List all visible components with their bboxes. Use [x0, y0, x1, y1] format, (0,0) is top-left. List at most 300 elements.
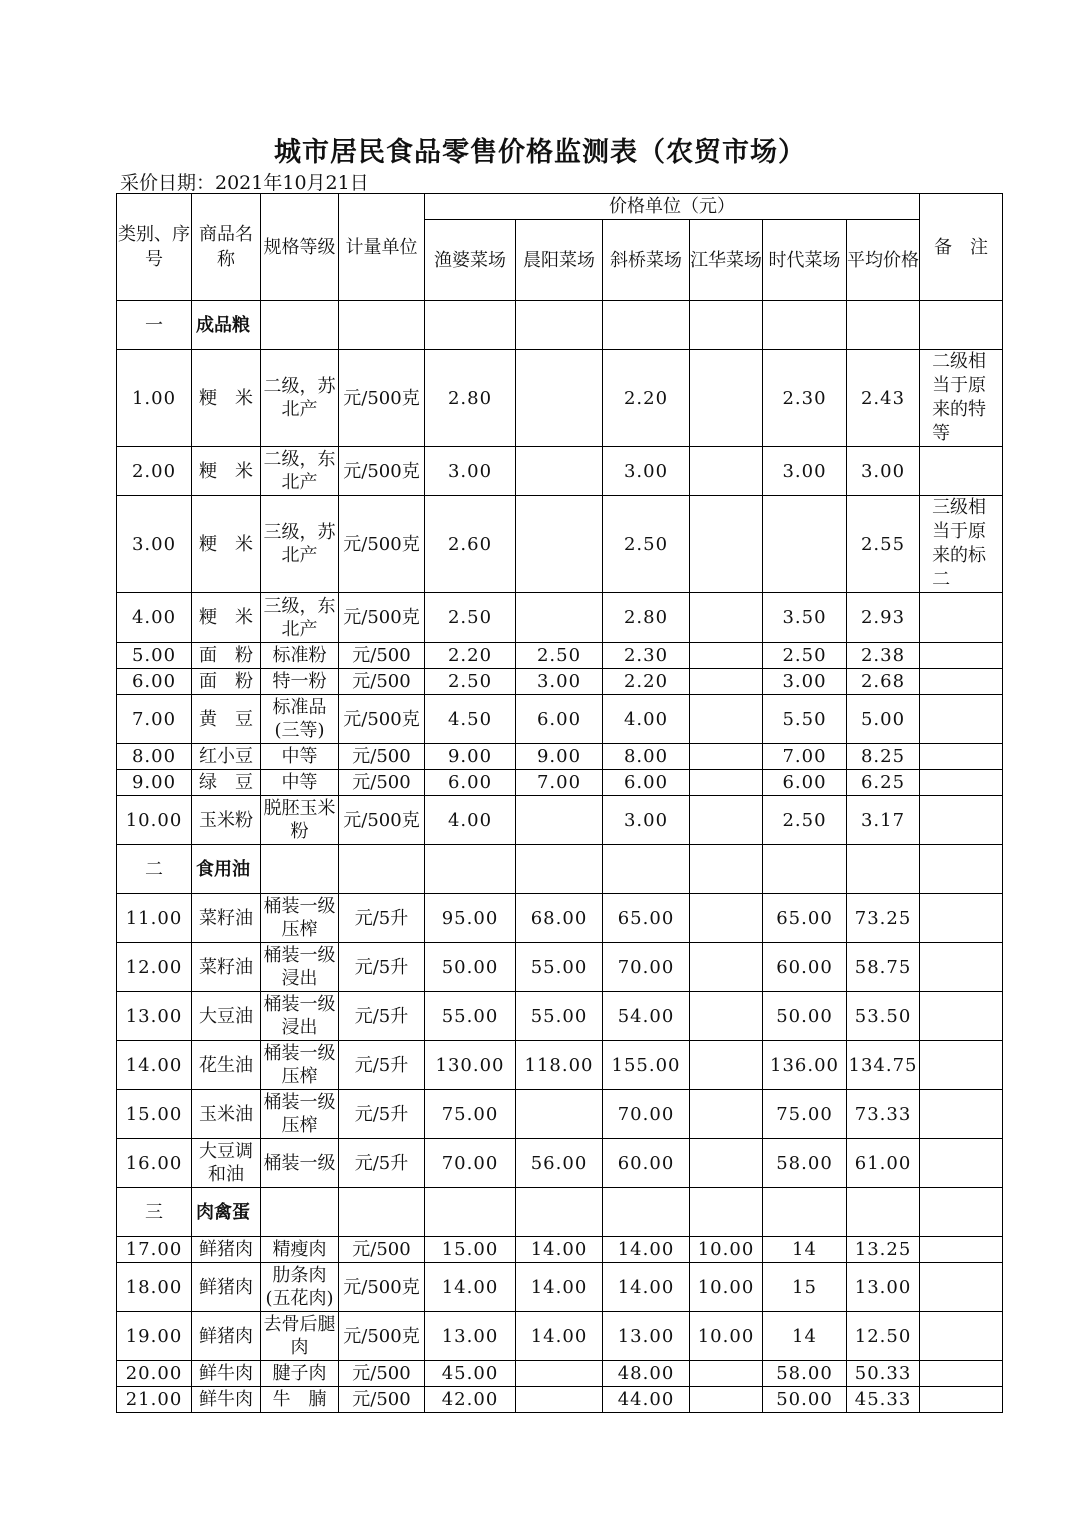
section-number: 三 — [117, 1188, 192, 1237]
average-price: 61.00 — [847, 1139, 920, 1188]
market-price: 14.00 — [425, 1263, 516, 1312]
header-market-yupo: 渔婆菜场 — [425, 220, 516, 301]
item-unit: 元/5升 — [339, 1090, 425, 1139]
remark-cell — [920, 1387, 1003, 1413]
row-number: 21.00 — [117, 1387, 192, 1413]
average-price: 5.00 — [847, 695, 920, 744]
average-price: 2.38 — [847, 643, 920, 669]
market-price: 75.00 — [763, 1090, 847, 1139]
item-unit: 元/500克 — [339, 695, 425, 744]
market-price — [690, 695, 763, 744]
item-name: 绿 豆 — [192, 770, 261, 796]
market-price — [690, 744, 763, 770]
market-price: 14.00 — [603, 1263, 690, 1312]
item-unit: 元/500 — [339, 669, 425, 695]
item-unit: 元/500克 — [339, 447, 425, 496]
table-row — [117, 350, 1003, 447]
market-price — [690, 796, 763, 845]
remark-cell — [920, 1139, 1003, 1188]
section-row — [117, 845, 1003, 894]
market-price — [690, 943, 763, 992]
average-price: 134.75 — [847, 1041, 920, 1090]
empty-cell — [339, 1188, 425, 1237]
market-price: 45.00 — [425, 1361, 516, 1387]
row-number: 7.00 — [117, 695, 192, 744]
market-price: 3.00 — [763, 447, 847, 496]
table-row — [117, 1041, 1003, 1090]
market-price — [690, 1090, 763, 1139]
market-price: 2.50 — [763, 796, 847, 845]
market-price: 7.00 — [516, 770, 603, 796]
row-number: 5.00 — [117, 643, 192, 669]
item-grade: 桶装一级 — [261, 1139, 339, 1188]
market-price: 48.00 — [603, 1361, 690, 1387]
item-grade: 二级，苏北产 — [261, 350, 339, 447]
item-grade: 精瘦肉 — [261, 1237, 339, 1263]
row-number: 17.00 — [117, 1237, 192, 1263]
page-title: 城市居民食品零售价格监测表（农贸市场） — [274, 137, 806, 168]
row-number: 14.00 — [117, 1041, 192, 1090]
market-price — [690, 894, 763, 943]
market-price: 14.00 — [516, 1312, 603, 1361]
item-grade: 牛 腩 — [261, 1387, 339, 1413]
market-price: 3.00 — [603, 796, 690, 845]
item-name: 粳 米 — [192, 496, 261, 593]
market-price — [690, 643, 763, 669]
market-price: 118.00 — [516, 1041, 603, 1090]
section-label: 成品粮 — [192, 301, 261, 350]
market-price: 2.50 — [425, 593, 516, 643]
market-price: 65.00 — [603, 894, 690, 943]
market-price: 54.00 — [603, 992, 690, 1041]
market-price — [690, 1139, 763, 1188]
row-number: 15.00 — [117, 1090, 192, 1139]
average-price: 3.17 — [847, 796, 920, 845]
market-price — [516, 447, 603, 496]
item-name: 玉米油 — [192, 1090, 261, 1139]
market-price: 14 — [763, 1312, 847, 1361]
market-price: 2.50 — [763, 643, 847, 669]
market-price: 14.00 — [516, 1237, 603, 1263]
table-row — [117, 593, 1003, 643]
header-remark: 备 注 — [920, 194, 1003, 301]
item-grade: 三级，东北产 — [261, 593, 339, 643]
empty-cell — [920, 845, 1003, 894]
average-price: 50.33 — [847, 1361, 920, 1387]
section-number: 一 — [117, 301, 192, 350]
item-unit: 元/500克 — [339, 1312, 425, 1361]
remark-cell — [920, 796, 1003, 845]
remark-cell — [920, 669, 1003, 695]
table-row — [117, 1361, 1003, 1387]
item-unit: 元/500克 — [339, 593, 425, 643]
header-market-xieqiao: 斜桥菜场 — [603, 220, 690, 301]
market-price: 42.00 — [425, 1387, 516, 1413]
item-name: 鲜猪肉 — [192, 1237, 261, 1263]
item-unit: 元/500 — [339, 1361, 425, 1387]
market-price: 14 — [763, 1237, 847, 1263]
row-number: 13.00 — [117, 992, 192, 1041]
market-price: 55.00 — [516, 992, 603, 1041]
market-price — [763, 496, 847, 593]
item-name: 粳 米 — [192, 350, 261, 447]
remark-cell — [920, 894, 1003, 943]
item-unit: 元/500 — [339, 1237, 425, 1263]
remark-cell — [920, 770, 1003, 796]
header-average: 平均价格 — [847, 220, 920, 301]
average-price: 12.50 — [847, 1312, 920, 1361]
market-price — [690, 447, 763, 496]
market-price: 65.00 — [763, 894, 847, 943]
header-unit: 计量单位 — [339, 194, 425, 301]
remark-cell — [920, 496, 1003, 593]
market-price: 58.00 — [763, 1139, 847, 1188]
average-price: 13.25 — [847, 1237, 920, 1263]
market-price: 3.00 — [603, 447, 690, 496]
table-row — [117, 992, 1003, 1041]
market-price: 6.00 — [425, 770, 516, 796]
table-row — [117, 770, 1003, 796]
empty-cell — [847, 845, 920, 894]
empty-cell — [339, 845, 425, 894]
item-name: 粳 米 — [192, 447, 261, 496]
empty-cell — [763, 301, 847, 350]
market-price: 95.00 — [425, 894, 516, 943]
item-unit: 元/500克 — [339, 350, 425, 447]
market-price — [516, 1090, 603, 1139]
empty-cell — [847, 1188, 920, 1237]
table-row — [117, 943, 1003, 992]
table-row — [117, 894, 1003, 943]
remark-cell — [920, 1361, 1003, 1387]
remark-text: 二级相当于原来的特等 — [932, 351, 987, 444]
section-row — [117, 1188, 1003, 1237]
average-price: 73.25 — [847, 894, 920, 943]
item-grade: 标准粉 — [261, 643, 339, 669]
average-price: 58.75 — [847, 943, 920, 992]
table-row — [117, 796, 1003, 845]
empty-cell — [261, 845, 339, 894]
item-grade: 去骨后腿肉 — [261, 1312, 339, 1361]
market-price: 50.00 — [425, 943, 516, 992]
market-price: 2.80 — [603, 593, 690, 643]
item-unit: 元/500克 — [339, 496, 425, 593]
item-grade: 二级，东北产 — [261, 447, 339, 496]
row-number: 19.00 — [117, 1312, 192, 1361]
market-price — [516, 1387, 603, 1413]
item-grade: 中等 — [261, 744, 339, 770]
empty-cell — [425, 1188, 516, 1237]
table-row — [117, 1387, 1003, 1413]
header-market-jianghua: 江华菜场 — [690, 220, 763, 301]
empty-cell — [690, 845, 763, 894]
item-name: 黄 豆 — [192, 695, 261, 744]
average-price: 2.55 — [847, 496, 920, 593]
item-unit: 元/5升 — [339, 1139, 425, 1188]
table-row — [117, 1139, 1003, 1188]
header-grade: 规格等级 — [261, 194, 339, 301]
item-grade: 桶装一级浸出 — [261, 943, 339, 992]
market-price — [516, 593, 603, 643]
market-price: 15 — [763, 1263, 847, 1312]
section-row — [117, 301, 1003, 350]
price-table — [116, 193, 1003, 1413]
item-name: 菜籽油 — [192, 894, 261, 943]
market-price: 3.00 — [425, 447, 516, 496]
market-price: 13.00 — [603, 1312, 690, 1361]
item-name: 大豆油 — [192, 992, 261, 1041]
table-body — [117, 194, 1003, 1413]
market-price: 7.00 — [763, 744, 847, 770]
remark-cell — [920, 350, 1003, 447]
market-price: 14.00 — [516, 1263, 603, 1312]
market-price: 50.00 — [763, 1387, 847, 1413]
table-row — [117, 1312, 1003, 1361]
item-name: 鲜猪肉 — [192, 1263, 261, 1312]
market-price: 10.00 — [690, 1263, 763, 1312]
item-name: 花生油 — [192, 1041, 261, 1090]
item-grade: 特一粉 — [261, 669, 339, 695]
table-row — [117, 447, 1003, 496]
market-price: 9.00 — [516, 744, 603, 770]
market-price: 68.00 — [516, 894, 603, 943]
row-number: 18.00 — [117, 1263, 192, 1312]
market-price: 2.50 — [516, 643, 603, 669]
table-row — [117, 669, 1003, 695]
table-row — [117, 1237, 1003, 1263]
row-number: 1.00 — [117, 350, 192, 447]
market-price: 70.00 — [603, 1090, 690, 1139]
empty-cell — [603, 845, 690, 894]
market-price: 44.00 — [603, 1387, 690, 1413]
table-row — [117, 695, 1003, 744]
row-number: 3.00 — [117, 496, 192, 593]
average-price: 53.50 — [847, 992, 920, 1041]
row-number: 9.00 — [117, 770, 192, 796]
empty-cell — [516, 1188, 603, 1237]
empty-cell — [425, 845, 516, 894]
empty-cell — [603, 1188, 690, 1237]
remark-text: 三级相当于原来的标二 — [932, 497, 987, 590]
market-price: 2.30 — [763, 350, 847, 447]
market-price: 5.50 — [763, 695, 847, 744]
header-market-shidai: 时代菜场 — [763, 220, 847, 301]
market-price: 6.00 — [516, 695, 603, 744]
item-unit: 元/500克 — [339, 796, 425, 845]
empty-cell — [339, 301, 425, 350]
market-price: 56.00 — [516, 1139, 603, 1188]
item-name: 菜籽油 — [192, 943, 261, 992]
market-price: 70.00 — [425, 1139, 516, 1188]
item-grade: 脱胚玉米粉 — [261, 796, 339, 845]
market-price: 15.00 — [425, 1237, 516, 1263]
item-name: 玉米粉 — [192, 796, 261, 845]
table-row — [117, 643, 1003, 669]
empty-cell — [261, 301, 339, 350]
market-price — [690, 496, 763, 593]
market-price: 10.00 — [690, 1237, 763, 1263]
market-price — [690, 669, 763, 695]
section-label: 肉禽蛋 — [192, 1188, 261, 1237]
remark-cell — [920, 1237, 1003, 1263]
market-price: 2.50 — [603, 496, 690, 593]
empty-cell — [763, 1188, 847, 1237]
empty-cell — [425, 301, 516, 350]
market-price: 4.00 — [603, 695, 690, 744]
market-price: 10.00 — [690, 1312, 763, 1361]
market-price: 75.00 — [425, 1090, 516, 1139]
item-unit: 元/500 — [339, 643, 425, 669]
row-number: 11.00 — [117, 894, 192, 943]
market-price: 155.00 — [603, 1041, 690, 1090]
item-unit: 元/5升 — [339, 1041, 425, 1090]
market-price: 4.50 — [425, 695, 516, 744]
market-price: 3.00 — [763, 669, 847, 695]
market-price: 50.00 — [763, 992, 847, 1041]
remark-cell — [920, 1090, 1003, 1139]
item-grade: 腱子肉 — [261, 1361, 339, 1387]
market-price — [690, 770, 763, 796]
average-price: 45.33 — [847, 1387, 920, 1413]
market-price — [516, 796, 603, 845]
empty-cell — [516, 301, 603, 350]
market-price: 2.50 — [425, 669, 516, 695]
section-number: 二 — [117, 845, 192, 894]
header-name: 商品名称 — [192, 194, 261, 301]
item-unit: 元/5升 — [339, 894, 425, 943]
empty-cell — [261, 1188, 339, 1237]
item-unit: 元/5升 — [339, 943, 425, 992]
item-grade: 标准品(三等) — [261, 695, 339, 744]
average-price: 8.25 — [847, 744, 920, 770]
item-grade: 肋条肉(五花肉) — [261, 1263, 339, 1312]
empty-cell — [690, 301, 763, 350]
average-price: 13.00 — [847, 1263, 920, 1312]
market-price: 55.00 — [516, 943, 603, 992]
remark-cell — [920, 695, 1003, 744]
row-number: 16.00 — [117, 1139, 192, 1188]
item-name: 面 粉 — [192, 669, 261, 695]
remark-cell — [920, 447, 1003, 496]
row-number: 6.00 — [117, 669, 192, 695]
remark-cell — [920, 643, 1003, 669]
average-price: 73.33 — [847, 1090, 920, 1139]
market-price: 6.00 — [763, 770, 847, 796]
market-price: 55.00 — [425, 992, 516, 1041]
market-price: 13.00 — [425, 1312, 516, 1361]
remark-cell — [920, 1041, 1003, 1090]
item-grade: 桶装一级浸出 — [261, 992, 339, 1041]
remark-cell — [920, 1263, 1003, 1312]
market-price — [690, 1041, 763, 1090]
average-price: 2.68 — [847, 669, 920, 695]
market-price: 60.00 — [763, 943, 847, 992]
market-price: 3.00 — [516, 669, 603, 695]
market-price: 9.00 — [425, 744, 516, 770]
row-number: 8.00 — [117, 744, 192, 770]
market-price: 2.20 — [603, 350, 690, 447]
market-price: 2.80 — [425, 350, 516, 447]
item-name: 鲜猪肉 — [192, 1312, 261, 1361]
item-grade: 桶装一级压榨 — [261, 1090, 339, 1139]
remark-cell — [920, 992, 1003, 1041]
market-price — [516, 496, 603, 593]
table-row — [117, 496, 1003, 593]
section-label: 食用油 — [192, 845, 261, 894]
empty-cell — [603, 301, 690, 350]
header-market-chenyang: 晨阳菜场 — [516, 220, 603, 301]
item-name: 大豆调和油 — [192, 1139, 261, 1188]
remark-cell — [920, 593, 1003, 643]
header-row-top — [117, 194, 1003, 220]
market-price: 58.00 — [763, 1361, 847, 1387]
average-price: 3.00 — [847, 447, 920, 496]
row-number: 2.00 — [117, 447, 192, 496]
row-number: 10.00 — [117, 796, 192, 845]
item-name: 粳 米 — [192, 593, 261, 643]
market-price — [690, 1387, 763, 1413]
average-price: 2.93 — [847, 593, 920, 643]
empty-cell — [516, 845, 603, 894]
empty-cell — [690, 1188, 763, 1237]
item-name: 鲜牛肉 — [192, 1387, 261, 1413]
item-grade: 桶装一级压榨 — [261, 1041, 339, 1090]
market-price: 60.00 — [603, 1139, 690, 1188]
market-price — [690, 992, 763, 1041]
average-price: 2.43 — [847, 350, 920, 447]
market-price — [690, 1361, 763, 1387]
table-row — [117, 1263, 1003, 1312]
market-price: 6.00 — [603, 770, 690, 796]
table-row — [117, 1090, 1003, 1139]
market-price — [516, 350, 603, 447]
header-price-group: 价格单位（元） — [425, 194, 920, 220]
market-price: 2.20 — [603, 669, 690, 695]
average-price: 6.25 — [847, 770, 920, 796]
survey-date: 采价日期：2021年10月21日 — [120, 172, 369, 194]
empty-cell — [847, 301, 920, 350]
remark-cell — [920, 744, 1003, 770]
market-price: 14.00 — [603, 1237, 690, 1263]
market-price: 4.00 — [425, 796, 516, 845]
market-price: 8.00 — [603, 744, 690, 770]
market-price: 130.00 — [425, 1041, 516, 1090]
item-unit: 元/500 — [339, 1387, 425, 1413]
item-unit: 元/5升 — [339, 992, 425, 1041]
market-price: 70.00 — [603, 943, 690, 992]
empty-cell — [920, 1188, 1003, 1237]
empty-cell — [763, 845, 847, 894]
market-price — [516, 1361, 603, 1387]
item-unit: 元/500克 — [339, 1263, 425, 1312]
empty-cell — [920, 301, 1003, 350]
market-price — [690, 350, 763, 447]
market-price — [690, 593, 763, 643]
table-row — [117, 744, 1003, 770]
row-number: 12.00 — [117, 943, 192, 992]
row-number: 4.00 — [117, 593, 192, 643]
item-grade: 桶装一级压榨 — [261, 894, 339, 943]
item-name: 红小豆 — [192, 744, 261, 770]
header-category: 类别、序号 — [117, 194, 192, 301]
remark-cell — [920, 943, 1003, 992]
row-number: 20.00 — [117, 1361, 192, 1387]
market-price: 2.60 — [425, 496, 516, 593]
market-price: 136.00 — [763, 1041, 847, 1090]
item-name: 鲜牛肉 — [192, 1361, 261, 1387]
item-unit: 元/500 — [339, 744, 425, 770]
remark-cell — [920, 1312, 1003, 1361]
